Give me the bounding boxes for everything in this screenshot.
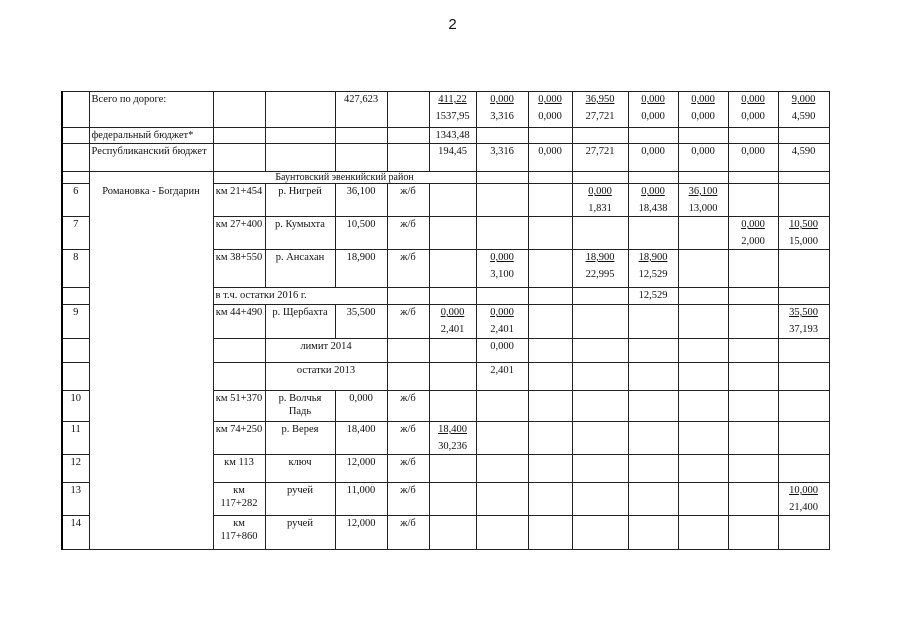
cell: 27,721 [572,144,628,172]
totals-label: Всего по дороге: [89,92,213,128]
cell: 0,000 [691,94,715,105]
cell: 12,529 [638,269,668,280]
object-type: ж/б [387,516,429,550]
km-marker: км 27+400 [213,217,265,250]
sub-label: лимит 2014 [265,339,387,363]
cell: 21,400 [789,502,818,513]
cell: 0,000 [538,94,562,105]
cell: 13,000 [688,203,718,214]
object-name: р. Нигрей [265,184,335,217]
cell: 36,100 [688,186,718,197]
object-length: 11,000 [335,483,387,516]
object-name: р. Щербахта [265,305,335,339]
cell: 0,000 [728,144,778,172]
cell: 10,000 [789,485,818,496]
cell: 12,529 [628,288,678,305]
km-marker: км 51+370 [213,391,265,422]
row-number: 9 [62,305,89,339]
row-number: 6 [62,184,89,217]
object-name: ручей [265,516,335,550]
object-name: р. Ансахан [265,250,335,288]
km-marker: км 38+550 [213,250,265,288]
cell: 4,590 [778,144,829,172]
object-length: 18,900 [335,250,387,288]
cell: 0,000 [588,186,612,197]
row-number: 13 [62,483,89,516]
totals-length: 427,623 [335,92,387,128]
cell: 37,193 [789,324,818,335]
cell: 9,000 [791,94,816,105]
object-type: ж/б [387,455,429,483]
cell: 0,000 [641,111,665,122]
sub-label: остатки 2013 [265,363,387,391]
cell: 2,000 [741,236,765,247]
cell: 0,000 [641,94,665,105]
object-name: р. Верея [265,422,335,455]
object-name: р. Кумыхта [265,217,335,250]
bridge-table [61,91,830,550]
cell: 1537,95 [435,111,470,122]
km-marker: км 113 [213,455,265,483]
object-type: ж/б [387,483,429,516]
page-number: 2 [448,16,457,33]
cell: 0,000 [490,252,514,263]
federal-label: федеральный бюджет* [89,128,213,144]
cell: 15,000 [789,236,818,247]
cell: 0,000 [528,144,572,172]
km-marker: км 117+860 [213,516,265,550]
totals-row [62,92,829,128]
republic-row [62,144,829,172]
cell: 22,995 [585,269,615,280]
cell: 1,831 [588,203,612,214]
cell: 10,500 [789,219,818,230]
cell: 2,401 [490,324,514,335]
cell: 411,22 [438,94,467,105]
object-name: ключ [265,455,335,483]
republic-label: Республиканский бюджет [89,144,213,172]
km-marker: км 117+282 [213,483,265,516]
cell: 3,316 [476,144,528,172]
road-name: Романовка - Богдарин [89,184,213,550]
district-name: Баунтовский эвенкийский район [213,172,476,184]
cell: 0,000 [538,111,562,122]
object-type: ж/б [387,217,429,250]
cell: 2,401 [476,363,528,391]
object-type: ж/б [387,184,429,217]
object-length: 12,000 [335,455,387,483]
table-row [62,184,829,217]
object-length: 18,400 [335,422,387,455]
object-length: 36,100 [335,184,387,217]
note-label: в т.ч. остатки 2016 г. [213,288,387,305]
federal-row [62,128,829,144]
cell: 0,000 [691,111,715,122]
cell: 0,000 [476,339,528,363]
cell: 0,000 [678,144,728,172]
cell: 0,000 [490,307,514,318]
cell: 35,500 [789,307,818,318]
cell: 4,590 [791,111,816,122]
cell: 0,000 [741,219,765,230]
cell: 30,236 [438,441,467,452]
cell: 0,000 [440,307,465,318]
cell: 18,900 [585,252,615,263]
cell: 3,316 [490,111,514,122]
object-length: 0,000 [335,391,387,422]
object-type: ж/б [387,250,429,288]
cell: 27,721 [585,111,615,122]
km-marker: км 74+250 [213,422,265,455]
object-length: 10,500 [335,217,387,250]
object-length: 12,000 [335,516,387,550]
object-type: ж/б [387,422,429,455]
cell: 36,950 [585,94,615,105]
object-type: ж/б [387,391,429,422]
cell: 3,100 [490,269,514,280]
row-number: 12 [62,455,89,483]
row-number: 11 [62,422,89,455]
row-number: 7 [62,217,89,250]
object-name: р. Волчья Падь [265,391,335,422]
cell: 2,401 [440,324,465,335]
cell: 0,000 [628,144,678,172]
object-name: ручей [265,483,335,516]
cell: 18,400 [438,424,467,435]
cell: 0,000 [741,111,765,122]
cell: 18,900 [638,252,668,263]
cell: 18,438 [638,203,668,214]
row-number: 10 [62,391,89,422]
district-row [62,172,829,184]
object-type: ж/б [387,305,429,339]
cell: 194,45 [429,144,476,172]
row-number: 14 [62,516,89,550]
cell: 0,000 [490,94,514,105]
km-marker: км 44+490 [213,305,265,339]
object-length: 35,500 [335,305,387,339]
cell: 0,000 [641,186,665,197]
row-number: 8 [62,250,89,288]
km-marker: км 21+454 [213,184,265,217]
cell: 1343,48 [429,128,476,144]
cell: 0,000 [741,94,765,105]
